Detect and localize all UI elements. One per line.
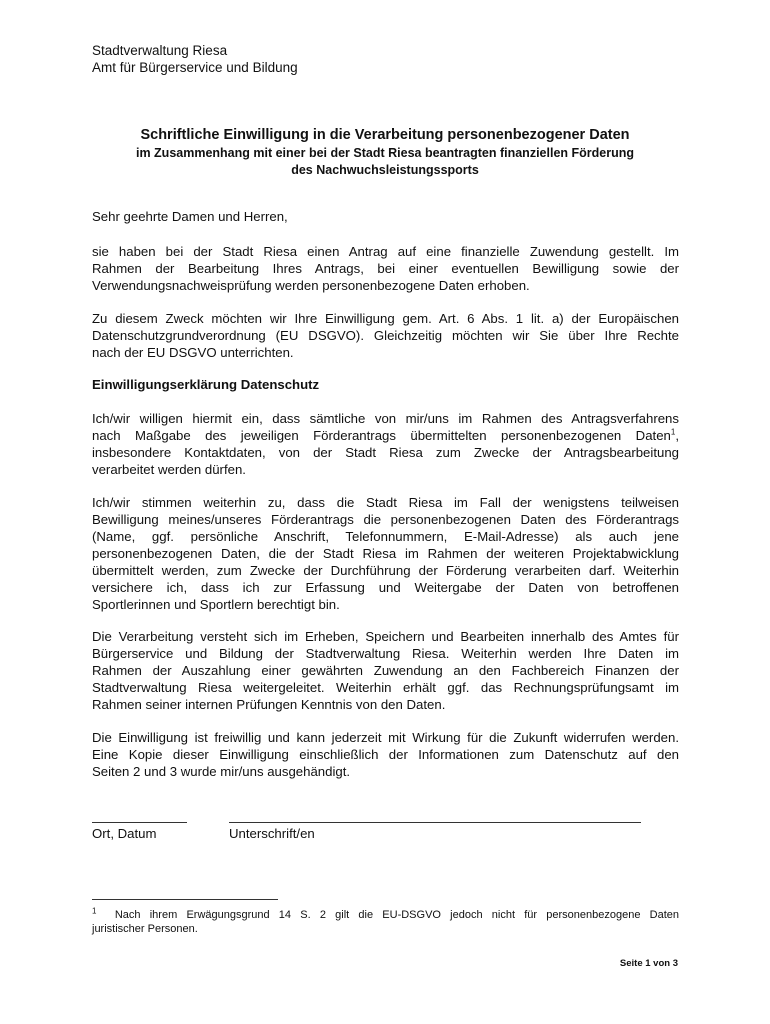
text-line: Die Verarbeitung versteht sich im Erheben, Speichern und Bearbeiten innerhalb des Amtes für <box>92 629 679 644</box>
text-line: Datenschutzgrundverordnung (EU DSGVO). Gleichzeitig möchten wir Sie über Ihre Rechte <box>92 328 679 343</box>
text-line: Ich/wir stimmen weiterhin zu, dass die Stadt Riesa im Fall der wenigstens teilweisen <box>92 495 679 510</box>
signature-line[interactable] <box>229 822 641 823</box>
text-fragment: , <box>675 428 679 443</box>
text-fragment: nach Maßgabe des jeweiligen Förderantrags übermittelten personenbezogenen Daten <box>92 428 671 443</box>
title-subtitle-line1: im Zusammenhang mit einer bei der Stadt Riesa beantragten finanziellen Förderung <box>135 146 634 160</box>
text-line: Bewilligung meines/unseres Förderantrags die personenbezogenen Daten des Förderantrags <box>92 512 679 527</box>
document-title <box>60 126 710 179</box>
footnote-reference: 1 <box>670 427 676 437</box>
letterhead <box>92 42 298 76</box>
text-line: Ich/wir willigen hiermit ein, dass sämtliche von mir/uns im Rahmen des Antragsverfahrens <box>92 411 679 426</box>
title-subtitle-line2: des Nachwuchsleistungssports <box>291 163 479 177</box>
page-number: Seite 1 von 3 <box>619 958 678 969</box>
text-line <box>92 427 679 444</box>
text-line: insbesondere Kontaktdaten, von der Stadt Riesa zum Zwecke der Antragsbearbeitung <box>92 445 679 460</box>
text-line: personenbezogenen Daten, die der Stadt Riesa im Rahmen der weiteren Projektabwicklung <box>92 546 679 561</box>
text-line: Die Einwilligung ist freiwillig und kann jederzeit mit Wirkung für die Zukunft widerrufen werden. <box>92 730 679 745</box>
text-line: sie haben bei der Stadt Riesa einen Antrag auf eine finanzielle Zuwendung gestellt. Im <box>92 244 679 259</box>
text-line: Stadtverwaltung Riesa weitergeleitet. Weiterhin erhält ggf. das Rechnungsprüfungsamt im <box>92 680 679 695</box>
text-line: versichere ich, dass ich zur Erfassung und Weitergabe der Daten von betroffenen <box>92 580 679 595</box>
text-line: Rahmen seiner internen Prüfungen Kenntnis von den Daten. <box>92 697 446 712</box>
text-line: nach der EU DSGVO unterrichten. <box>92 345 294 360</box>
text-line: (Name, ggf. persönliche Anschrift, Telefonnummern, E-Mail-Adresse) als auch jene <box>92 529 679 544</box>
text-line: Verwendungsnachweisprüfung werden personenbezogene Daten erhoben. <box>92 278 530 293</box>
paragraph-intro <box>92 243 679 294</box>
text-line: Rahmen der Bearbeitung Ihres Antrags, bei einer eventuellen Bewilligung sowie der <box>92 261 679 276</box>
footnote-line <box>92 908 679 922</box>
text-line: Eine Kopie dieser Einwilligung einschließlich der Informationen zum Datenschutz auf den <box>92 747 679 762</box>
footnote-text: Nach ihrem Erwägungsgrund 14 S. 2 gilt die EU-DSGVO jedoch nicht für personenbezogene Daten <box>114 909 679 921</box>
text-line: Bürgerservice und Bildung der Stadtverwaltung Riesa. Weiterhin werden Ihre Daten im <box>92 646 679 661</box>
salutation: Sehr geehrte Damen und Herren, <box>92 209 288 224</box>
letterhead-authority: Stadtverwaltung Riesa <box>92 43 228 58</box>
paragraph-consent <box>92 410 679 478</box>
text-line: übermittelt werden, zum Zwecke der Durchführung der Förderung verarbeiten darf. Weiterhin <box>92 563 679 578</box>
paragraph-purpose <box>92 310 679 361</box>
text-line: Sportlerinnen und Sportlern berechtigt bin. <box>92 597 340 612</box>
section-heading: Einwilligungserklärung Datenschutz <box>92 377 320 392</box>
footnote-marker: 1 <box>92 906 97 916</box>
text-line: Zu diesem Zweck möchten wir Ihre Einwilligung gem. Art. 6 Abs. 1 lit. a) der Europäischen <box>92 311 679 326</box>
footnote <box>92 908 679 936</box>
signature-label: Unterschrift/en <box>229 826 315 841</box>
text-line: Rahmen der Auszahlung einer gewährten Zuwendung an den Fachbereich Finanzen der <box>92 663 679 678</box>
paragraph-processing <box>92 628 679 713</box>
paragraph-further-consent <box>92 494 679 613</box>
text-line: verarbeitet werden dürfen. <box>92 462 246 477</box>
footnote-line: juristischer Personen. <box>92 923 198 935</box>
letterhead-department: Amt für Bürgerservice und Bildung <box>92 60 298 75</box>
place-date-line[interactable] <box>92 822 187 823</box>
footnote-divider <box>92 899 278 900</box>
title-main: Schriftliche Einwilligung in die Verarbeitung personenbezogener Daten <box>140 127 630 143</box>
place-date-label: Ort, Datum <box>92 826 157 841</box>
text-line: Seiten 2 und 3 wurde mir/uns ausgehändigt. <box>92 764 351 779</box>
paragraph-voluntary <box>92 729 679 780</box>
